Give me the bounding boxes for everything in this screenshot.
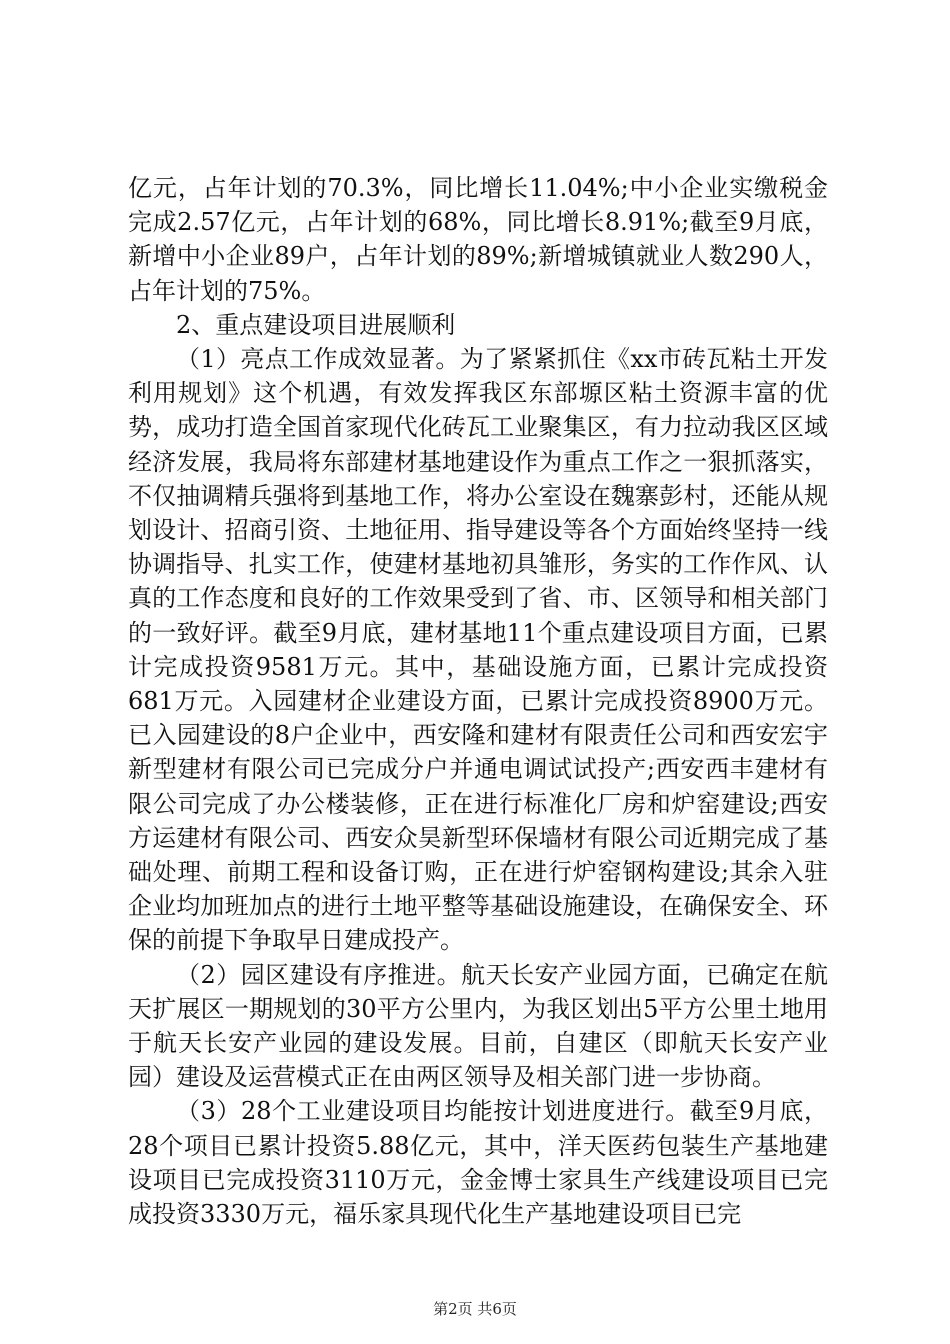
page-number-footer: 第2页 共6页	[433, 1300, 517, 1318]
paragraph-continuation: 亿元，占年计划的70.3%，同比增长11.04%;中小企业实缴税金完成2.57亿元，占年计划的68%，同比增长8.91%;截至9月底，新增中小企业89户，占年计划的89%;新增城镇就业人数290人，占年计划的75%。	[128, 174, 828, 305]
document-body	[128, 171, 828, 1231]
paragraph-park-construction: （2）园区建设有序推进。航天长安产业园方面，已确定在航天扩展区一期规划的30平方公里内，为我区划出5平方公里土地用于航天长安产业园的建设发展。目前，自建区（即航天长安产业园）建设及运营模式正在由两区领导及相关部门进一步协商。	[128, 960, 828, 1092]
section-heading: 2、重点建设项目进展顺利	[176, 310, 456, 339]
paragraph-highlight-work: （1）亮点工作成效显著。为了紧紧抓住《xx市砖瓦粘土开发利用规划》这个机遇，有效发挥我区东部塬区粘土资源丰富的优势，成功打造全国首家现代化砖瓦工业聚集区，有力拉动我区区域经济发展，我局将东部建材基地建设作为重点工作之一狠抓落实，不仅抽调精兵强将到基地工作，将办公室设在魏寨彭村，还能从规划设计、招商引资、土地征用、指导建设等各个方面始终坚持一线协调指导、扎实工作，使建材基地初具雏形，务实的工作作风、认真的工作态度和良好的工作效果受到了省、市、区领导和相关部门的一致好评。截至9月底，建材基地11个重点建设项目方面，已累计完成投资9581万元。其中，基础设施方面，已累计完成投资681万元。入园建材企业建设方面，已累计完成投资8900万元。已入园建设的8户企业中，西安隆和建材有限责任公司和西安宏宇新型建材有限公司已完成分户并通电调试试投产;西安西丰建材有限公司完成了办公楼装修，正在进行标准化厂房和炉窑建设;西安方运建材有限公司、西安众昊新型环保墙材有限公司近期完成了基础处理、前期工程和设备订购，正在进行炉窑钢构建设;其余入驻企业均加班加点的进行土地平整等基础设施建设，在确保安全、环保的前提下争取早日建成投产。	[128, 345, 828, 955]
paragraph-industrial-projects: （3）28个工业建设项目均能按计划进度进行。截至9月底，28个项目已累计投资5.88亿元，其中，洋天医药包装生产基地建设项目已完成投资3110万元，金金博士家具生产线建设项目已完成投资3330万元，福乐家具现代化生产基地建设项目已完	[128, 1097, 828, 1229]
